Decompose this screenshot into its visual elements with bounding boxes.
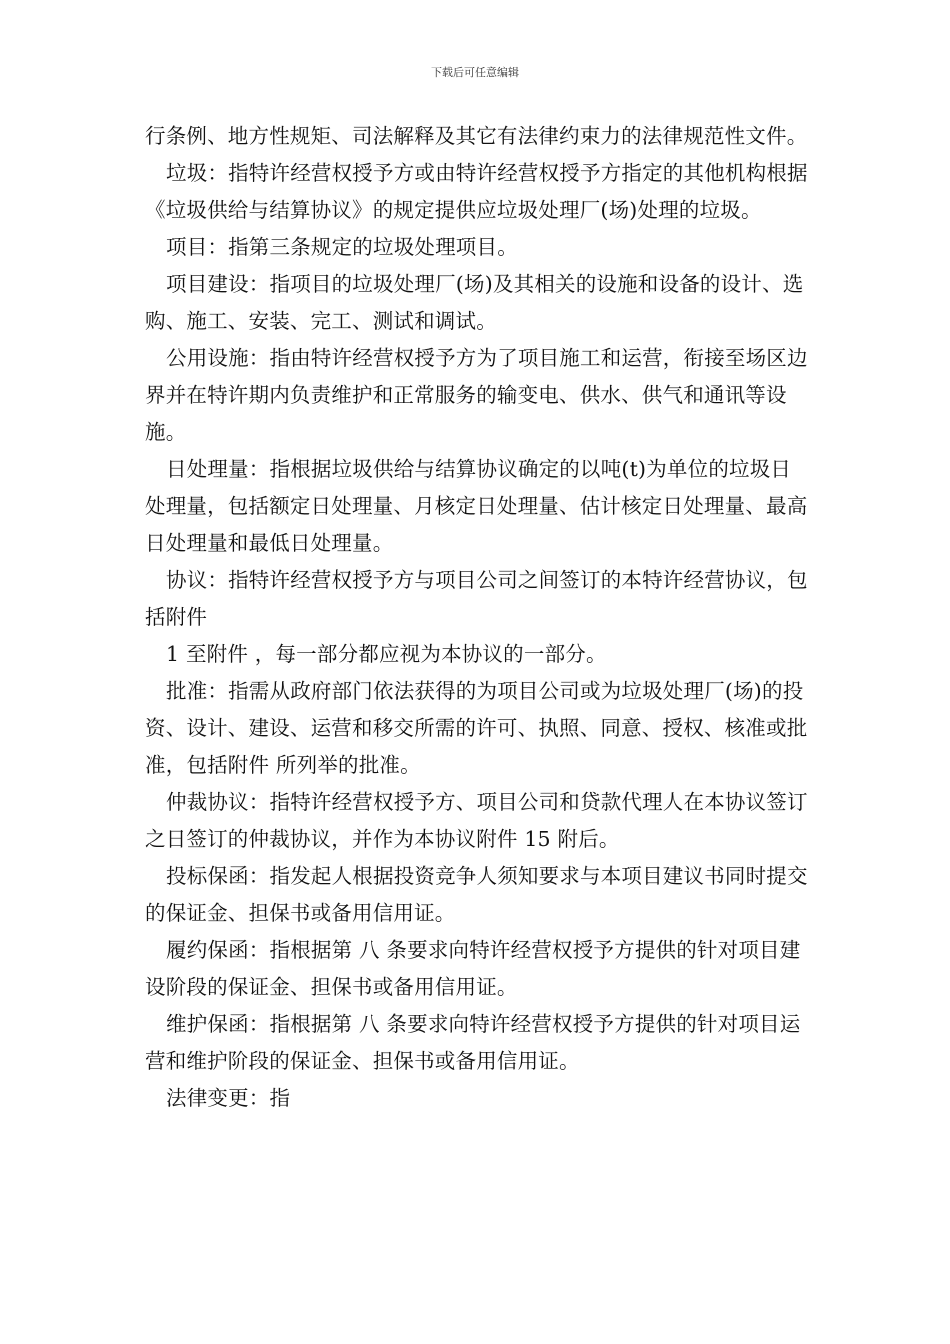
paragraph-definition-garbage: 垃圾：指特许经营权授予方或由特许经营权授予方指定的其他机构根据《垃圾供给与结算协议》的规定提供应垃圾处理厂(场)处理的垃圾。 xyxy=(145,161,808,222)
paragraph-regulations-continuation: 行条例、地方性规矩、司法解释及其它有法律约束力的法律规范性文件。 xyxy=(145,124,808,148)
paragraph-definition-change-in-law: 法律变更：指 xyxy=(166,1086,291,1110)
paragraph-definition-daily-capacity: 日处理量：指根据垃圾供给与结算协议确定的以吨(t)为单位的垃圾日处理量，包括额定日处理量、月核定日处理量、估计核定日处理量、最高日处理量和最低日处理量。 xyxy=(145,457,808,555)
paragraph-definition-approval: 批准：指需从政府部门依法获得的为项目公司或为垃圾处理厂(场)的投资、设计、建设、运营和移交所需的许可、执照、同意、授权、核准或批准，包括附件 所列举的批准。 xyxy=(145,679,808,777)
paragraph-definition-performance-bond: 履约保函：指根据第 八 条要求向特许经营权授予方提供的针对项目建设阶段的保证金、担保书或备用信用证。 xyxy=(145,938,801,999)
document-body xyxy=(145,118,810,1117)
paragraph-definition-project: 项目：指第三条规定的垃圾处理项目。 xyxy=(166,235,518,259)
paragraph-definition-agreement: 协议：指特许经营权授予方与项目公司之间签订的本特许经营协议，包括附件 xyxy=(145,568,808,629)
paragraph-definition-bid-bond: 投标保函：指发起人根据投资竞争人须知要求与本项目建议书同时提交的保证金、担保书或备用信用证。 xyxy=(145,864,808,925)
paragraph-definition-arbitration-agreement: 仲裁协议：指特许经营权授予方、项目公司和贷款代理人在本协议签订之日签订的仲裁协议，并作为本协议附件 15 附后。 xyxy=(145,790,808,851)
paragraph-definition-maintenance-bond: 维护保函：指根据第 八 条要求向特许经营权授予方提供的针对项目运营和维护阶段的保证金、担保书或备用信用证。 xyxy=(145,1012,801,1073)
paragraph-definition-project-construction: 项目建设：指项目的垃圾处理厂(场)及其相关的设施和设备的设计、选购、施工、安装、完工、测试和调试。 xyxy=(145,272,804,333)
paragraph-definition-public-facilities: 公用设施：指由特许经营权授予方为了项目施工和运营，衔接至场区边界并在特许期内负责维护和正常服务的输变电、供水、供气和通讯等设施。 xyxy=(145,346,808,444)
paragraph-definition-agreement-continued: 1 至附件 ，每一部分都应视为本协议的一部分。 xyxy=(166,642,607,666)
page-header: 下载后可任意编辑 xyxy=(431,66,519,79)
